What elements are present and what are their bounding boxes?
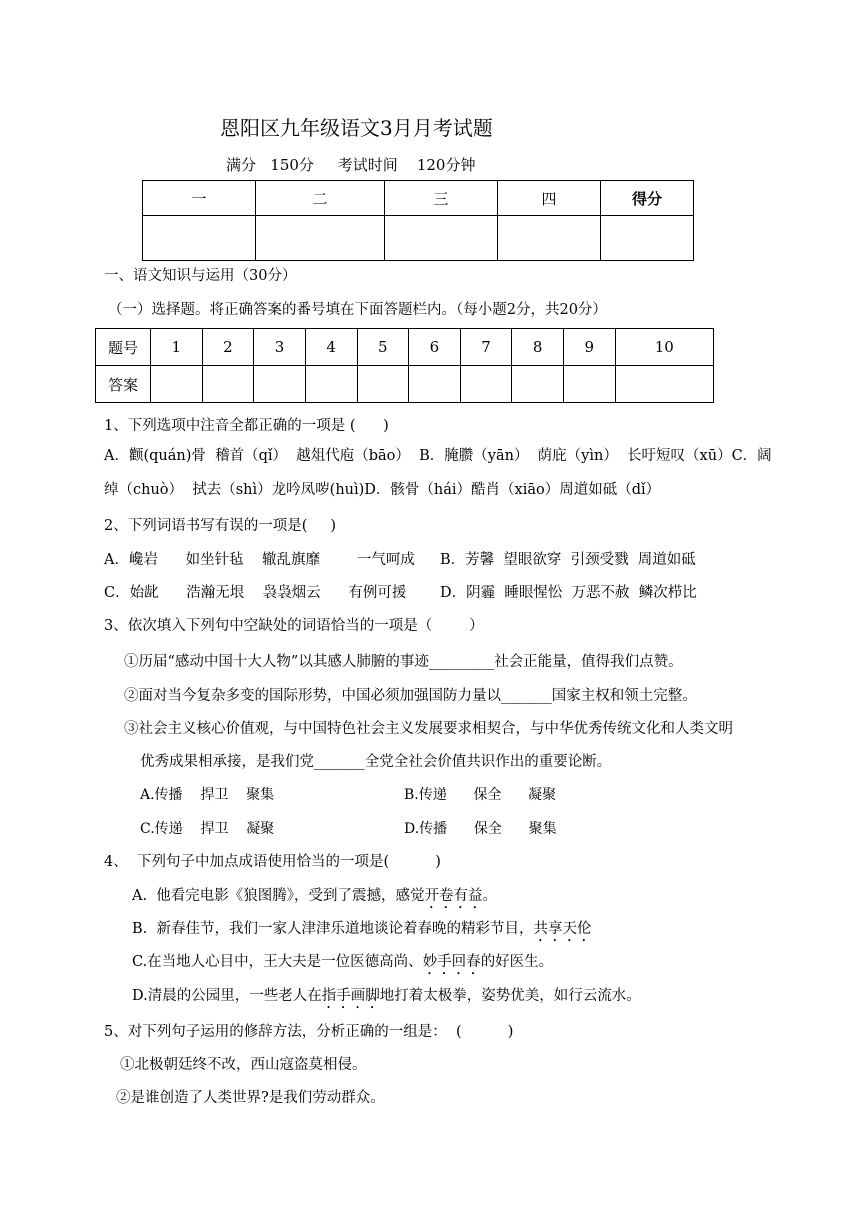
question-5-sentence: ②是谁创造了人类世界?是我们劳动群众。: [116, 1090, 385, 1106]
score-header-2: 二: [256, 181, 385, 216]
answer-cell[interactable]: [615, 366, 713, 403]
question-2-option-c: C．始龀 浩瀚无垠 袅袅烟云 有例可援: [104, 585, 407, 601]
question-3-option-c: C.传递 捍卫 凝聚: [140, 821, 275, 837]
dotted-idiom: 指手画脚: [321, 988, 380, 1004]
question-3-sentence: ①历届“感动中国十大人物”以其感人肺腑的事迹_________社会正能量，值得我们点赞。: [124, 654, 683, 670]
score-table: [142, 180, 694, 261]
question-number: 10: [615, 329, 713, 366]
score-cell[interactable]: [385, 216, 498, 261]
question-3-sentence: 优秀成果相承接，是我们党_______全党全社会价值共识作出的重要论断。: [140, 754, 612, 770]
question-2-option-a: A．巉岩 如坐针毡 辙乱旗靡 一气呵成: [104, 552, 415, 568]
score-header-1: 一: [143, 181, 256, 216]
section-heading: 一、语文知识与运用（30分）: [104, 268, 297, 284]
score-cell[interactable]: [256, 216, 385, 261]
score-cell[interactable]: [143, 216, 256, 261]
question-3-option-b: B.传递 保全 凝聚: [404, 787, 557, 803]
question-3-sentence: ②面对当今复杂多变的国际形势，中国必须加强国防力量以_______国家主权和领土完整。: [124, 688, 697, 704]
answer-row-label: 答案: [96, 366, 151, 403]
dotted-idiom: 开卷有益: [424, 888, 483, 904]
answer-table: [95, 328, 714, 403]
question-3-stem: 3、依次填入下列句中空缺处的词语恰当的一项是（ ）: [104, 618, 484, 634]
answer-row-label: 题号: [96, 329, 151, 366]
option-text: A. 他看完电影《狼图腾》，受到了震撼，感觉: [132, 888, 425, 904]
question-5-stem: 5、对下列句子运用的修辞方法，分析正确的一组是： ( ): [104, 1024, 514, 1040]
question-number: 6: [409, 329, 461, 366]
answer-cell[interactable]: [564, 366, 616, 403]
answer-cell[interactable]: [202, 366, 254, 403]
answer-cell[interactable]: [151, 366, 203, 403]
score-cell[interactable]: [601, 216, 694, 261]
question-4-option-a: [132, 884, 497, 912]
dotted-idiom: 妙手回春: [422, 954, 481, 970]
score-header-4: 四: [498, 181, 601, 216]
exam-info: 满分 150分 考试时间 120分钟: [226, 156, 476, 174]
option-text: C.在当地人心目中，王大夫是一位医德高尚、: [132, 954, 423, 970]
score-cell[interactable]: [498, 216, 601, 261]
question-number: 8: [512, 329, 564, 366]
question-number: 9: [564, 329, 616, 366]
question-4-stem: 4、 下列句子中加点成语使用恰当的一项是( ): [104, 854, 441, 870]
question-2-option-d: D．阴霾 睡眼惺忪 万恶不赦 鳞次栉比: [440, 585, 697, 601]
question-2-option-b: B．芳馨 望眼欲穿 引颈受戮 周道如砥: [440, 552, 696, 568]
option-text: 。: [482, 888, 498, 904]
question-5-sentence: ①北极朝廷终不改，西山寇盗莫相侵。: [120, 1057, 367, 1073]
question-number: 4: [305, 329, 357, 366]
question-3-option-d: D.传播 保全 聚集: [404, 821, 557, 837]
question-number: 3: [254, 329, 306, 366]
option-text: D.清晨的公园里，一些老人在: [132, 988, 322, 1004]
answer-cell[interactable]: [460, 366, 512, 403]
question-1-line: A．颧(quán)骨 稽首（qǐ） 越俎代庖（bāo） B．腌臜（yān） 荫庇（yìn） 长吁短叹（xū）C．阔: [104, 448, 772, 464]
question-number: 1: [151, 329, 203, 366]
answer-cell[interactable]: [305, 366, 357, 403]
question-number: 5: [357, 329, 409, 366]
question-number: 2: [202, 329, 254, 366]
score-header-3: 三: [385, 181, 498, 216]
question-1-stem: 1、下列选项中注音全都正确的一项是 ( ): [104, 418, 389, 434]
question-4-option-b: [132, 917, 591, 945]
question-3-option-a: A.传播 捍卫 聚集: [140, 787, 275, 803]
option-text: B. 新春佳节，我们一家人津津乐道地谈论着春晚的精彩节目，: [132, 921, 534, 937]
question-1-line: 绰（chuò） 拭去（shì）龙吟凤哕(huì)D．骸骨（hái）酷肖（xiāo）周道如砥（dǐ）: [104, 482, 661, 498]
dotted-idiom: 共享天伦: [533, 921, 592, 937]
answer-cell[interactable]: [409, 366, 461, 403]
score-header-total: 得分: [601, 181, 694, 216]
option-text: 的好医生。: [480, 954, 554, 970]
question-2-stem: 2、下列词语书写有误的一项是( ): [104, 518, 337, 534]
answer-cell[interactable]: [512, 366, 564, 403]
option-text: 地打着太极拳，姿势优美，如行云流水。: [379, 988, 641, 1004]
question-number: 7: [460, 329, 512, 366]
page-title: 恩阳区九年级语文3月月考试题: [220, 116, 493, 140]
part-instruction: （一）选择题。将正确答案的番号填在下面答题栏内。（每小题2分，共20分）: [108, 302, 607, 318]
question-3-sentence: ③社会主义核心价值观，与中国特色社会主义发展要求相契合，与中华优秀传统文化和人类文明: [124, 721, 733, 737]
answer-cell[interactable]: [357, 366, 409, 403]
question-4-option-d: [132, 984, 641, 1012]
answer-cell[interactable]: [254, 366, 306, 403]
question-4-option-c: [132, 950, 553, 978]
